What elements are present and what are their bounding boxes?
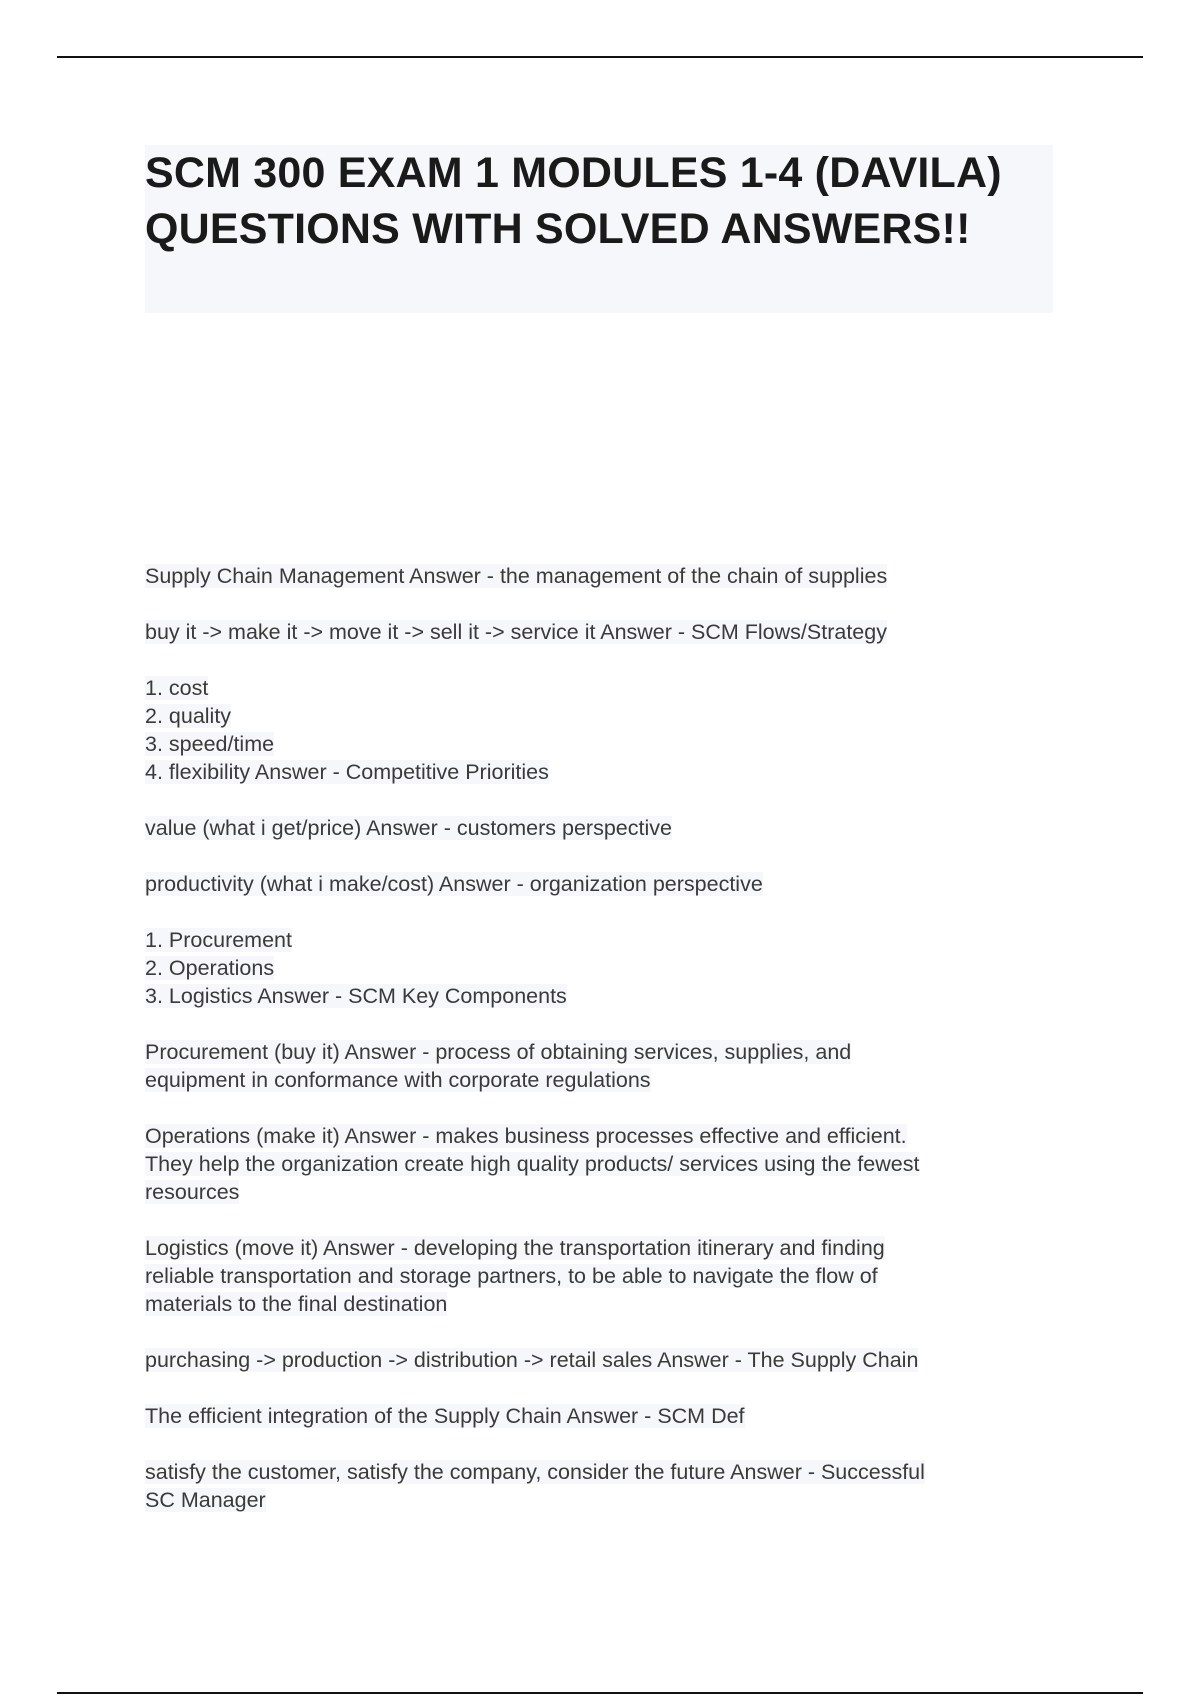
qa-entry [145,1346,1065,1374]
qa-entry [145,926,1065,1010]
qa-text: Procurement (buy it) Answer - process of obtaining services, supplies, and equipment in conformance with corporate regulations [145,1040,852,1092]
qa-text: Operations (make it) Answer - makes business processes effective and efficient. They help the organization create high quality products/ services using the fewest resources [145,1124,920,1204]
qa-text: purchasing -> production -> distribution -> retail sales Answer - The Supply Chain [145,1348,919,1372]
qa-text: 1. Procurement 2. Operations 3. Logistics Answer - SCM Key Components [145,928,567,1008]
qa-text: 1. cost 2. quality 3. speed/time 4. flexibility Answer - Competitive Priorities [145,676,549,784]
qa-entry [145,870,1065,898]
qa-text: Supply Chain Management Answer - the management of the chain of supplies [145,564,888,588]
document-title: SCM 300 EXAM 1 MODULES 1-4 (DAVILA) QUESTIONS WITH SOLVED ANSWERS!! [145,149,1002,253]
qa-text: The efficient integration of the Supply Chain Answer - SCM Def [145,1404,745,1428]
qa-entry [145,674,1065,786]
qa-entry [145,1234,1065,1318]
qa-text: satisfy the customer, satisfy the company, consider the future Answer - Successful SC Manager [145,1460,925,1512]
top-rule [57,56,1143,58]
qa-entry [145,618,1065,646]
qa-entry [145,562,1065,590]
qa-text: buy it -> make it -> move it -> sell it -> service it Answer - SCM Flows/Strategy [145,620,887,644]
title-block [145,145,1053,313]
qa-entry [145,1038,1065,1094]
qa-text: productivity (what i make/cost) Answer - organization perspective [145,872,763,896]
qa-text: Logistics (move it) Answer - developing the transportation itinerary and finding reliable transportation and storage partners, to be able to navigate the flow of materials to the final destination [145,1236,885,1316]
qa-text: value (what i get/price) Answer - customers perspective [145,816,672,840]
qa-entry [145,1122,1065,1206]
bottom-rule [57,1692,1143,1694]
qa-entry [145,814,1065,842]
qa-list [145,562,1065,1542]
qa-entry [145,1402,1065,1430]
qa-entry [145,1458,1065,1514]
